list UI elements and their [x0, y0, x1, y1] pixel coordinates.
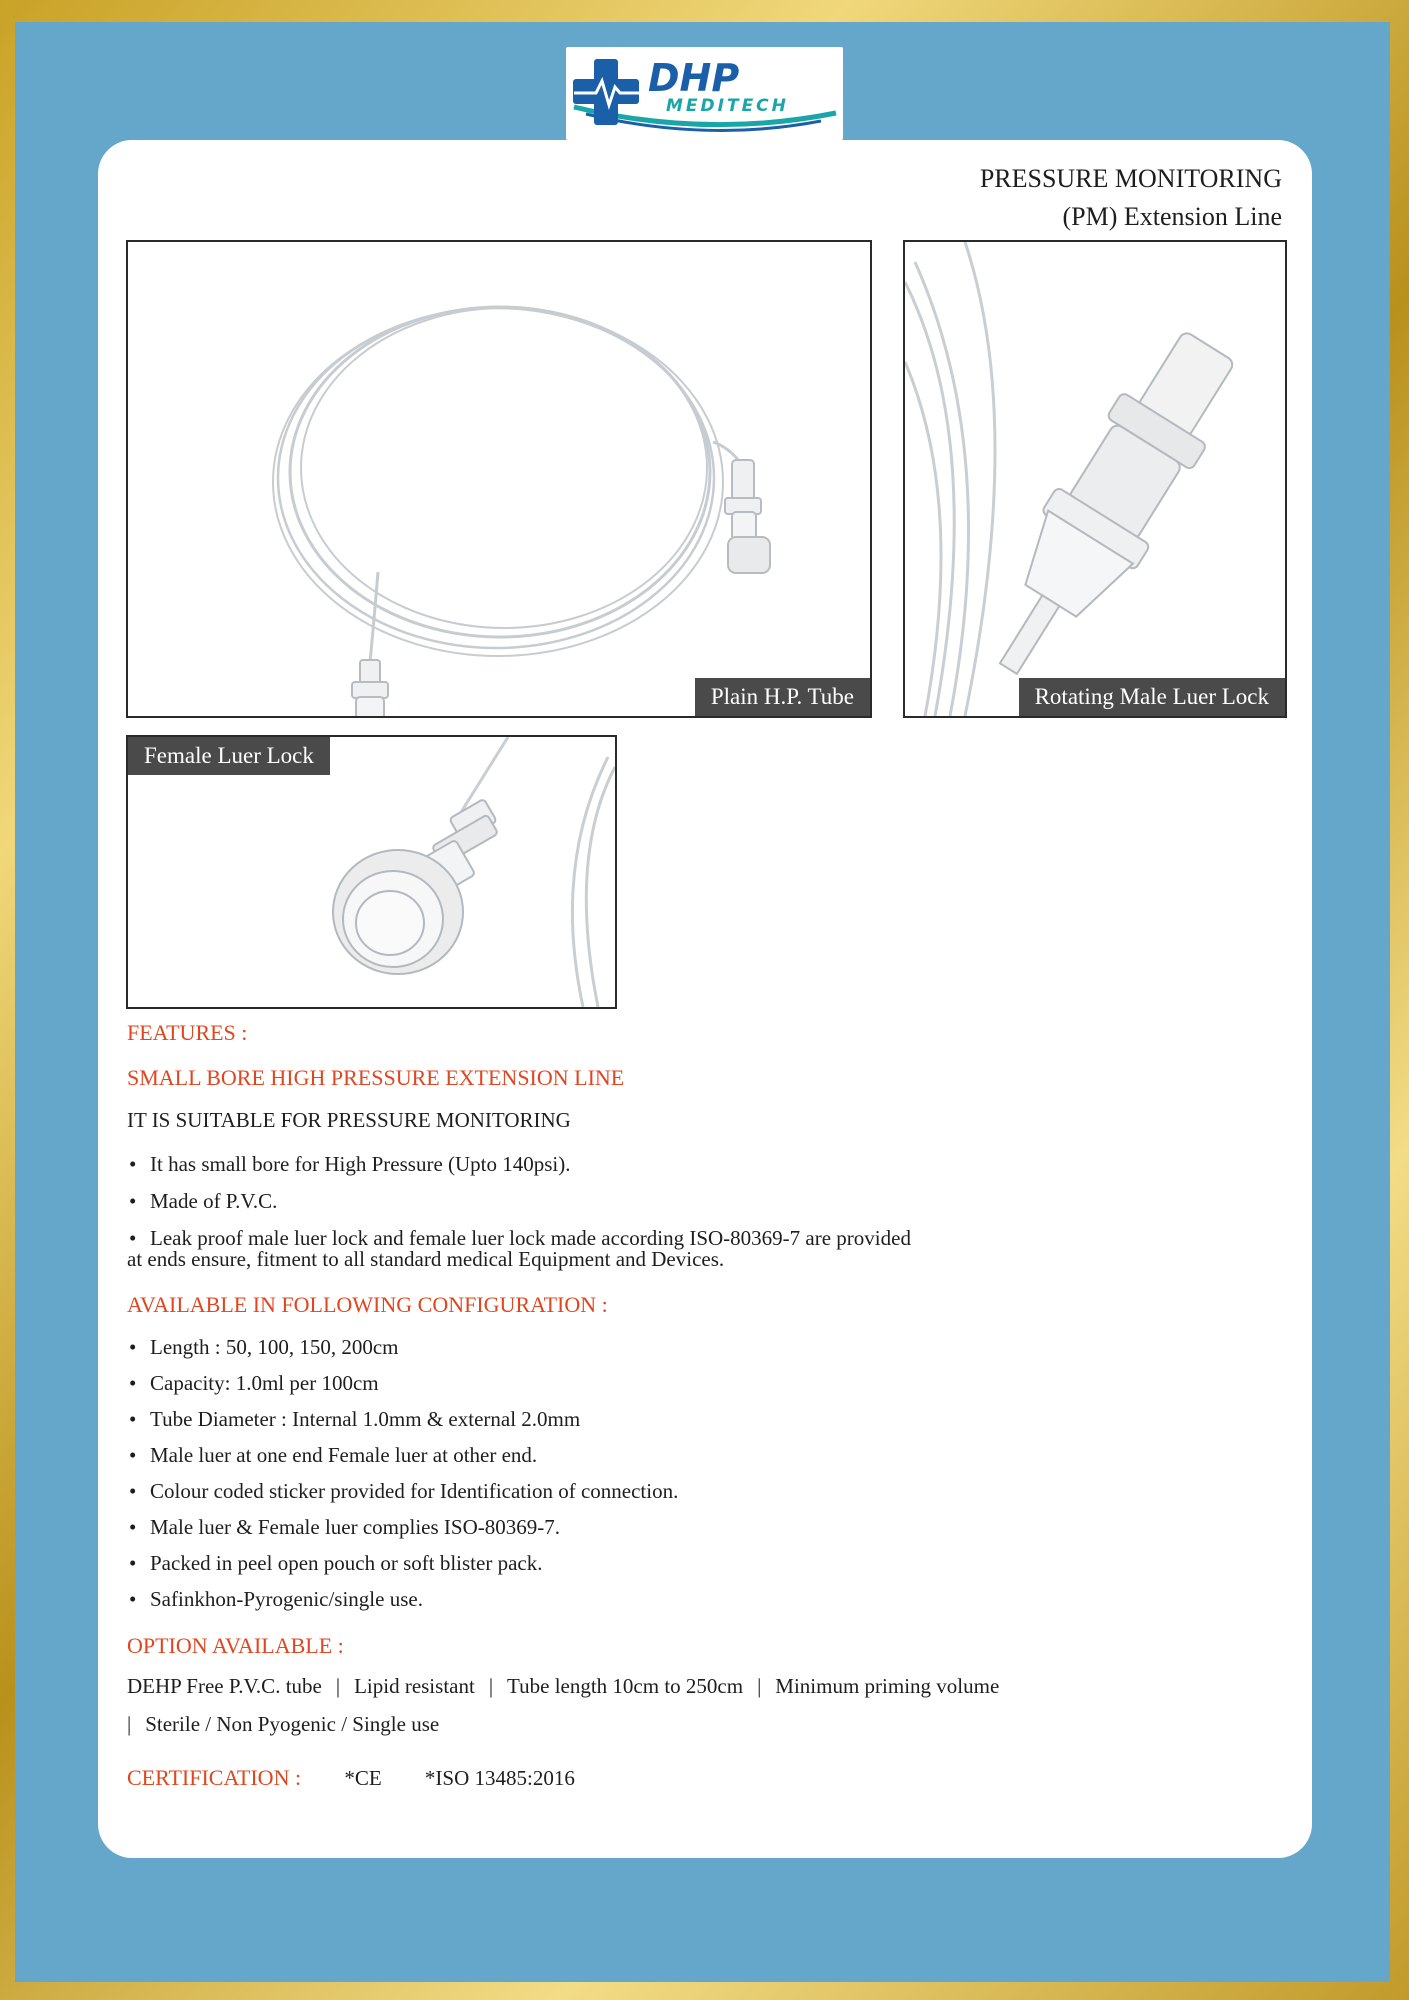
page-title [980, 160, 1282, 236]
features-list [127, 1146, 911, 1257]
list-item: • Male luer & Female luer complies ISO-80369-7. [127, 1509, 678, 1545]
option-separator: | [127, 1712, 132, 1736]
male-luer-illustration [905, 242, 1285, 716]
list-item: • Capacity: 1.0ml per 100cm [127, 1365, 678, 1401]
title-line-1: PRESSURE MONITORING [979, 164, 1282, 193]
option-separator: | [335, 1674, 341, 1698]
list-item: • Male luer at one end Female luer at other end. [127, 1437, 678, 1473]
option-separator: | [488, 1674, 494, 1698]
image-rotating-male-luer [903, 240, 1287, 718]
option-item: DEHP Free P.V.C. tube [127, 1674, 322, 1698]
title-line-2: (PM) Extension Line [1062, 202, 1282, 231]
image-female-luer [126, 735, 617, 1009]
features-intro: IT IS SUITABLE FOR PRESSURE MONITORING [127, 1108, 571, 1132]
options-heading: OPTION AVAILABLE : [127, 1633, 344, 1658]
brand-logo [566, 47, 843, 140]
option-item: Tube length 10cm to 250cm [507, 1674, 744, 1698]
list-item: • Tube Diameter : Internal 1.0mm & external 2.0mm [127, 1401, 678, 1437]
caption-rotating-male-luer: Rotating Male Luer Lock [1019, 678, 1285, 716]
certification-row [127, 1765, 575, 1791]
list-item: • Packed in peel open pouch or soft blister pack. [127, 1545, 678, 1581]
list-item: • Colour coded sticker provided for Identification of connection. [127, 1473, 678, 1509]
tube-coil-illustration [128, 242, 870, 716]
list-item: • It has small bore for High Pressure (Upto 140psi). [127, 1146, 911, 1183]
option-item: Sterile / Non Pyogenic / Single use [145, 1712, 440, 1736]
content-card [98, 140, 1312, 1858]
option-item: Lipid resistant [354, 1674, 475, 1698]
options-line-2 [127, 1712, 439, 1737]
certification-item: *ISO 13485:2016 [424, 1766, 575, 1790]
option-separator: | [757, 1674, 762, 1698]
logo-sub: MEDITECH [666, 96, 789, 116]
features-heading: FEATURES : [127, 1020, 248, 1045]
certification-item: *CE [344, 1766, 382, 1790]
list-item: • Made of P.V.C. [127, 1183, 911, 1220]
options-line-1 [127, 1674, 999, 1699]
features-continuation: at ends ensure, fitment to all standard medical Equipment and Devices. [127, 1247, 725, 1271]
option-item: Minimum priming volume [775, 1674, 1000, 1698]
logo-word: DHP [648, 56, 740, 100]
list-item: • Length : 50, 100, 150, 200cm [127, 1329, 678, 1365]
configuration-list [127, 1329, 678, 1617]
certification-heading: CERTIFICATION : [127, 1765, 302, 1790]
caption-female-luer: Female Luer Lock [128, 737, 330, 775]
features-subheading: SMALL BORE HIGH PRESSURE EXTENSION LINE [127, 1065, 625, 1090]
logo-graphic [566, 47, 843, 140]
list-item: • Safinkhon-Pyrogenic/single use. [127, 1581, 678, 1617]
configuration-heading: AVAILABLE IN FOLLOWING CONFIGURATION : [127, 1292, 608, 1317]
image-plain-tube [126, 240, 872, 718]
list-item: • Leak proof male luer lock and female luer lock made according ISO-80369-7 are provided [127, 1220, 911, 1257]
caption-plain-tube: Plain H.P. Tube [695, 678, 870, 716]
female-luer-illustration [128, 737, 615, 1007]
